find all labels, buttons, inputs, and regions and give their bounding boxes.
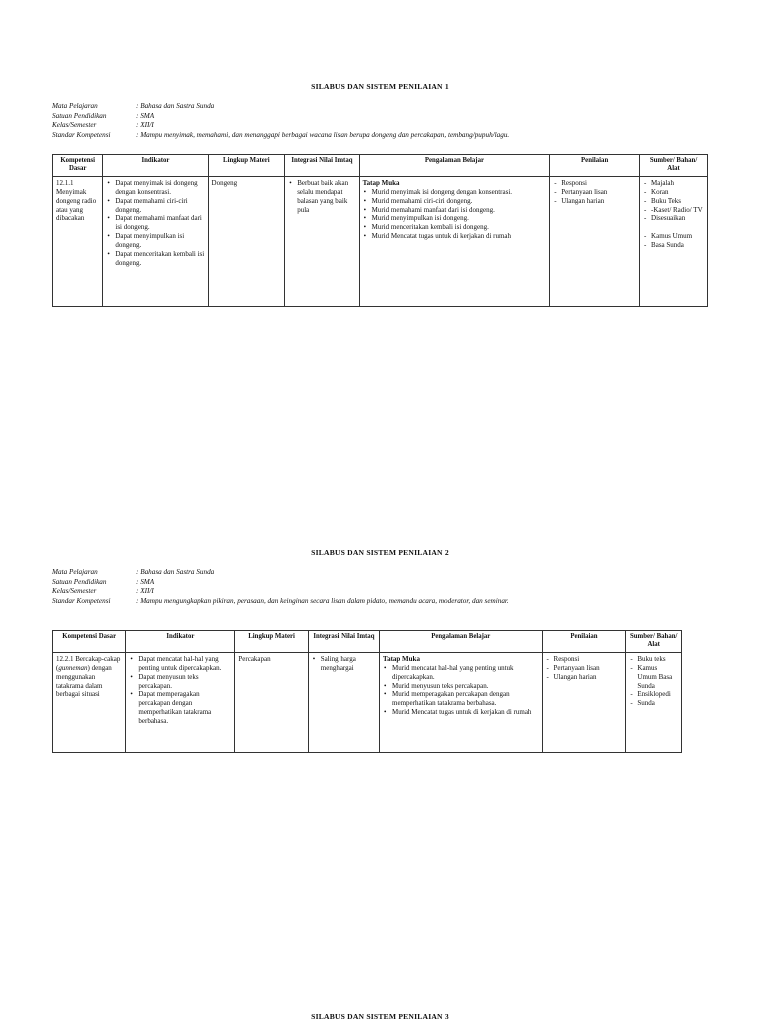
list-item: • Murid Mencatat tugas untuk di kerjakan di rumah [372,232,547,241]
list-item: • Murid menceritakan kembali isi dongeng. [372,223,547,232]
header-pengalaman: Pengalaman Belajar [380,631,542,653]
meta-row [52,121,708,131]
meta-row [52,112,708,122]
list-item: • Dapat menyimpulkan isi dongeng. [115,232,204,250]
list-item: • Murid memahami ciri-ciri dongeng. [372,197,547,206]
table-row [53,176,708,306]
meta-value: : Mampu mengungkapkan pikiran, perasaan, dan keinginan secara lisan dalam pidato, memandu acara, moderator, dan seminar. [136,596,509,605]
list-item: - Kamus Umum [651,232,704,241]
silabus-table-2 [52,630,682,753]
silabus-table-1 [52,154,708,307]
meta-key: Standar Kompetensi [52,130,111,139]
list-item: • Murid Mencatat tugas untuk di kerjakan di rumah [392,708,538,717]
header-sumber: Sumber/ Bahan/ Alat [640,155,708,177]
cell-kompetensi: 12.1.1 Menyimak dongeng radio atau yang dibacakan [53,176,103,306]
header-penilaian: Penilaian [542,631,626,653]
table-row [53,652,682,752]
list-item: - Disesuaikan [651,214,704,223]
meta-value: : XII/I [136,121,154,129]
cell-indikator [126,652,235,752]
list-item: • Dapat menyimak isi dongeng dengan konsentrasi. [115,179,204,197]
list-item: • Murid menyimpulkan isi dongeng. [372,214,547,223]
cell-imtaq [285,176,359,306]
cell-pengalaman [359,176,550,306]
header-indikator: Indikator [126,631,235,653]
header-penilaian: Penilaian [550,155,640,177]
table-header-row [53,155,708,177]
list-item: • Murid mencatat hal-hal yang penting untuk dipercakapkan. [392,664,538,682]
meta-value: : Bahasa dan Sastra Sunda [136,568,215,576]
header-lingkup: Lingkup Materi [208,155,285,177]
cell-kompetensi: 12.2.1 Bercakap-cakap (gunneman) dengan menggunakan tatakrama dalam berbagai situasi [53,652,126,752]
pengalaman-heading: Tatap Muka [362,178,400,187]
meta-value: : SMA [136,577,155,586]
list-item: - Buku teks [637,655,678,664]
meta-row [52,587,708,597]
cell-lingkup: Dongeng [208,176,285,306]
list-item: • Dapat menyusun teks percakapan. [138,673,231,691]
cell-lingkup: Percakapan [235,652,308,752]
list-item: • Murid memperagakan percakapan dengan memperhatikan tatakrama berbahasa. [392,690,538,708]
header-pengalaman: Pengalaman Belajar [359,155,550,177]
meta-key: Satuan Pendidikan [52,577,107,586]
meta-row [52,578,708,588]
list-item: • Murid menyusun teks percakapan. [392,682,538,691]
header-indikator: Indikator [103,155,208,177]
list-item: - Koran [651,188,704,197]
meta-value: : SMA [136,111,155,120]
meta-info [52,102,708,140]
list-item: - -Kaset/ Radio/ TV [651,206,704,215]
list-item: • Dapat memperagakan percakapan dengan memperhatikan tatakrama berbahasa. [138,690,231,726]
list-item: - Kamus Umum Basa Sunda [637,664,678,691]
list-item: • Murid menyimak isi dongeng dengan konsentrasi. [372,188,547,197]
header-sumber: Sumber/ Bahan/ Alat [626,631,682,653]
cell-penilaian [550,176,640,306]
cell-penilaian [542,652,626,752]
list-item: - Ensiklopedi [637,690,678,699]
meta-value: : Bahasa dan Sastra Sunda [136,102,215,110]
cell-pengalaman [380,652,542,752]
list-item: - Pertanyaan lisan [554,664,623,673]
header-kompetensi: Kompetensi Dasar [53,155,103,177]
list-item: • Berbuat baik akan selalu mendapat balasan yang baik pula [297,179,355,215]
list-item: • Saling harga menghargai [321,655,376,673]
meta-key: Kelas/Semester [52,121,97,129]
list-item: • Dapat mencatat hal-hal yang penting untuk dipercakapkan. [138,655,231,673]
table-header-row [53,631,682,653]
list-item: - Majalah [651,179,704,188]
meta-key: Mata Pelajaran [52,102,98,110]
header-imtaq: Integrasi Nilai Imtaq [285,155,359,177]
meta-value: : XII/I [136,587,154,595]
header-imtaq: Integrasi Nilai Imtaq [308,631,379,653]
list-item: - Ulangan harian [554,673,623,682]
meta-info [52,568,708,606]
meta-key: Kelas/Semester [52,587,97,595]
list-item: - Pertanyaan lisan [561,188,636,197]
cell-indikator [103,176,208,306]
meta-key: Satuan Pendidikan [52,111,107,120]
list-item: - Responsi [554,655,623,664]
meta-key: Standar Kompetensi [52,596,111,605]
list-item: - Buku Teks [651,197,704,206]
meta-row [52,597,708,607]
list-item: - Basa Sunda [651,241,704,250]
meta-row [52,131,708,141]
cell-sumber [640,176,708,306]
header-lingkup: Lingkup Materi [235,631,308,653]
list-item: • Dapat menceritakan kembali isi dongeng. [115,250,204,268]
section-title: SILABUS DAN SISTEM PENILAIAN 2 [311,548,449,557]
cell-sumber [626,652,682,752]
list-item: • Dapat memahami manfaat dari isi dongeng. [115,214,204,232]
meta-value: : Mampu menyimak, memahami, dan menanggapi berbagai wacana lisan berupa dongeng dan percakapan, tembang/pupuh/lagu. [136,130,510,139]
section-title: SILABUS DAN SISTEM PENILAIAN 1 [311,82,449,91]
meta-row [52,568,708,578]
list-item: • Murid memahami manfaat dari isi dongeng. [372,206,547,215]
section-title: SILABUS DAN SISTEM PENILAIAN 3 [311,1012,449,1021]
list-item: - Responsi [561,179,636,188]
list-item: - Ulangan harian [561,197,636,206]
list-item: - Sunda [637,699,678,708]
meta-key: Mata Pelajaran [52,568,98,576]
meta-row [52,102,708,112]
pengalaman-heading: Tatap Muka [383,654,420,663]
cell-imtaq [308,652,379,752]
header-kompetensi: Kompetensi Dasar [53,631,126,653]
list-item: • Dapat memahami ciri-ciri dongeng. [115,197,204,215]
